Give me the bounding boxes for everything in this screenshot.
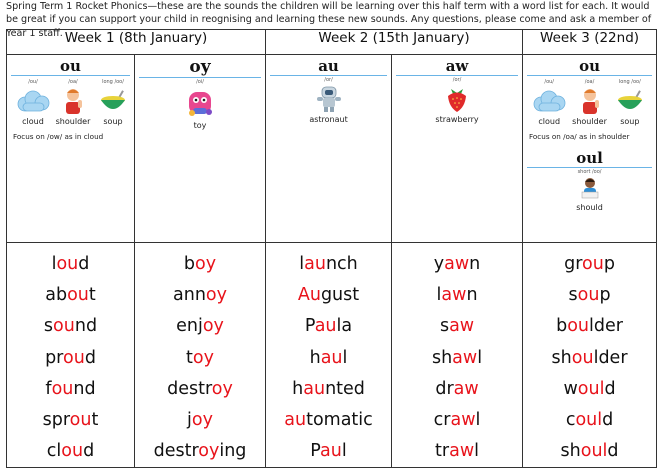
week-1-header: Week 1 (8th January) [7,30,266,55]
word-part: enj [176,316,203,337]
word-part: ann [173,285,206,306]
grapheme-heading: oy [189,57,211,77]
grapheme-highlight: aw [450,410,476,431]
focus-note: Focus on /ow/ as in cloud [13,132,104,141]
grapheme-highlight: oy [202,316,224,337]
word-part: p [603,254,615,274]
grapheme-highlight: oul [575,410,603,431]
word-part: h [292,378,304,399]
word-item [440,311,474,342]
word-list-col-5 [523,243,657,468]
grapheme-highlight: oy [205,285,227,306]
grapheme-highlight: aw [449,316,475,337]
word-part: pr [45,347,63,368]
sound-card-oy [135,55,266,243]
word-item [284,405,373,436]
sound-tag: /or/ [452,77,462,83]
grapheme-highlight: ou [571,347,594,368]
word-item [566,405,613,436]
boy-shoulder-icon [53,86,93,116]
week-header-row [7,30,657,55]
word-part: gr [564,254,583,274]
word-part: sh [551,347,572,368]
grapheme-highlight: aw [452,347,478,368]
grapheme-highlight: ou [67,285,89,306]
word-item [564,249,615,280]
boy-shoulder-icon [570,86,610,116]
word-part: d [607,441,619,462]
divider [527,75,652,76]
word-part: P [304,316,315,337]
word-item [45,343,96,374]
word-item [552,343,628,374]
example-cloud [529,78,569,126]
example-caption: toy [193,121,207,130]
example-caption: cloud [22,117,44,126]
word-part: la [336,316,353,337]
cloud-icon [529,86,569,116]
word-part: b [556,316,568,337]
example-should [523,168,656,212]
word-part: ab [45,285,68,306]
grapheme-highlight: oy [192,347,214,368]
grapheme-heading: ou [60,57,81,75]
grapheme-highlight: ou [56,254,79,274]
sound-card-aw [392,55,523,243]
word-item [154,436,247,467]
word-part: s [439,316,450,337]
word-part: gust [320,285,360,306]
sound-tag: /or/ [324,77,333,83]
word-part: cr [433,410,451,431]
word-item [298,280,359,311]
word-part: l [341,441,347,462]
toy-monster-icon [180,86,220,120]
word-part: nch [325,254,358,274]
grapheme-highlight: ou [582,254,604,274]
word-item [184,249,216,280]
example-caption: soup [103,117,123,126]
word-item [310,436,346,467]
word-part: l [299,254,305,274]
sound-card-au [266,55,392,243]
word-part: ing [219,441,247,462]
example-strawberry [392,76,522,124]
word-part: l [475,410,481,431]
word-part: b [183,254,196,274]
grapheme-highlight: ou [577,285,600,306]
soup-bowl-icon [610,86,650,116]
grapheme-heading: au [318,57,339,75]
word-part: s [568,285,578,306]
sound-tag: /ou/ [544,79,554,85]
sound-tag: /oi/ [196,79,204,85]
focus-note: Focus on /oa/ as in shoulder [529,132,630,141]
grapheme-highlight: oy [198,441,220,462]
example-caption: should [576,203,603,212]
word-item [569,280,611,311]
word-part: d [78,254,90,274]
word-part: l [51,254,57,274]
grapheme-highlight: au [304,254,326,274]
word-part: h [309,347,321,368]
phonics-table [6,29,657,468]
word-item [186,343,214,374]
word-part: w [563,378,578,399]
week-3-header: Week 3 (22nd) [523,30,657,55]
word-part: l [436,285,442,306]
word-part: l [342,347,348,368]
word-item [434,249,481,280]
sound-tag: long /oo/ [102,79,124,85]
example-astronaut [266,76,391,124]
word-item [561,436,619,467]
word-item [305,311,352,342]
word-item [43,405,99,436]
word-list-col-3 [266,243,392,468]
word-list-col-2 [135,243,266,468]
word-part: nted [325,378,365,399]
grapheme-highlight: aw [441,285,467,306]
word-item [292,374,365,405]
word-part: d [602,410,614,431]
soup-bowl-icon [93,86,133,116]
word-part: lder [589,316,623,337]
word-part: p [599,285,611,306]
grapheme-highlight: aw [444,254,470,274]
grapheme-heading: ou [579,57,600,75]
word-item [176,311,224,342]
grapheme-highlight: au [284,410,307,431]
sound-tag: short /oo/ [577,169,602,175]
example-caption: strawberry [435,115,479,124]
grapheme-highlight: au [303,378,326,399]
grapheme-highlight: ou [53,316,75,337]
word-item [52,249,90,280]
word-part: c [565,410,576,431]
week-2-header: Week 2 (15th January) [266,30,523,55]
word-part: sh [560,441,581,462]
word-part: destr [167,378,212,399]
word-list-row [7,243,657,468]
word-part: P [310,441,321,462]
grapheme-highlight: au [314,316,337,337]
word-item [299,249,358,280]
grapheme-highlight: ou [567,316,590,337]
word-part: j [187,410,192,431]
word-list-col-4 [392,243,523,468]
word-item [44,311,97,342]
word-item [434,405,481,436]
example-shoulder [569,78,609,126]
example-soup [93,78,133,126]
example-caption: astronaut [309,115,348,124]
word-part: tr [435,441,450,462]
grapheme-highlight: ou [61,441,84,462]
word-part: destr [153,441,199,462]
word-part: t [91,410,99,431]
word-item [432,343,482,374]
sound-examples [7,78,134,126]
word-item [435,374,478,405]
sound-tag: long /oo/ [618,79,641,85]
sound-card-ou-week1 [7,55,135,243]
word-item [563,374,615,405]
word-item [173,280,227,311]
word-part: n [469,254,481,274]
word-part: t [88,285,96,306]
sound-tag: /ou/ [28,79,38,85]
word-part: l [474,441,480,462]
example-soup [610,78,650,126]
word-part: d [84,347,96,368]
robot-astronaut-icon [309,84,349,114]
word-item [167,374,233,405]
grapheme-highlight: oy [211,378,233,399]
word-part: cl [46,441,62,462]
word-part: d [604,378,616,399]
grapheme-highlight: oul [577,378,605,399]
example-toy [135,78,265,130]
example-caption: cloud [538,117,561,126]
word-part: lder [593,347,628,368]
grapheme-highlight: au [320,347,343,368]
word-part: sh [431,347,453,368]
word-item [435,436,479,467]
word-item [187,405,213,436]
sound-card-ou-week3 [523,55,657,243]
word-part: spr [42,410,70,431]
word-item [47,436,94,467]
word-part: nd [74,316,98,337]
word-part: t [186,347,193,368]
word-part: dr [435,378,454,399]
example-caption: shoulder [572,117,607,126]
word-item [556,311,623,342]
word-part: l [477,347,483,368]
example-shoulder [53,78,93,126]
sound-examples [523,78,656,126]
grapheme-highlight: oul [580,441,608,462]
grapheme-highlight: aw [453,378,479,399]
grapheme-highlight: Au [297,285,321,306]
word-part: y [433,254,445,274]
child-reading-icon [570,176,610,202]
word-part: f [45,378,52,399]
divider [11,75,130,76]
word-part: tomatic [306,410,373,431]
word-part: s [43,316,54,337]
grapheme-highlight: ou [63,347,85,368]
grapheme-heading: aw [445,57,469,75]
grapheme-heading-oul: oul [576,149,603,167]
grapheme-highlight: oy [191,410,213,431]
grapheme-highlight: ou [69,410,92,431]
example-cloud [13,78,53,126]
word-item [310,343,348,374]
word-item [45,280,96,311]
grapheme-highlight: oy [195,254,217,274]
grapheme-highlight: au [320,441,342,462]
word-part: d [83,441,95,462]
sound-tag: /oa/ [68,79,78,85]
word-part: nd [73,378,96,399]
example-caption: shoulder [55,117,91,126]
word-part: n [466,285,478,306]
word-item [45,374,95,405]
word-list-col-1 [7,243,135,468]
example-caption: soup [620,117,640,126]
cloud-icon [13,86,53,116]
intro-text: Spring Term 1 Rocket Phonics—these are the sounds the children will be learning over this half term with a word list for each. It would be great if you can support your child in reognising and learning these new sounds. Any questions, please come and ask a member of Year 1 staff. [6,1,652,39]
grapheme-highlight: ou [51,378,74,399]
sound-tag: /oa/ [584,79,595,85]
sound-card-row [7,55,657,243]
word-item [437,280,478,311]
grapheme-highlight: aw [449,441,475,462]
strawberry-icon [437,84,477,114]
